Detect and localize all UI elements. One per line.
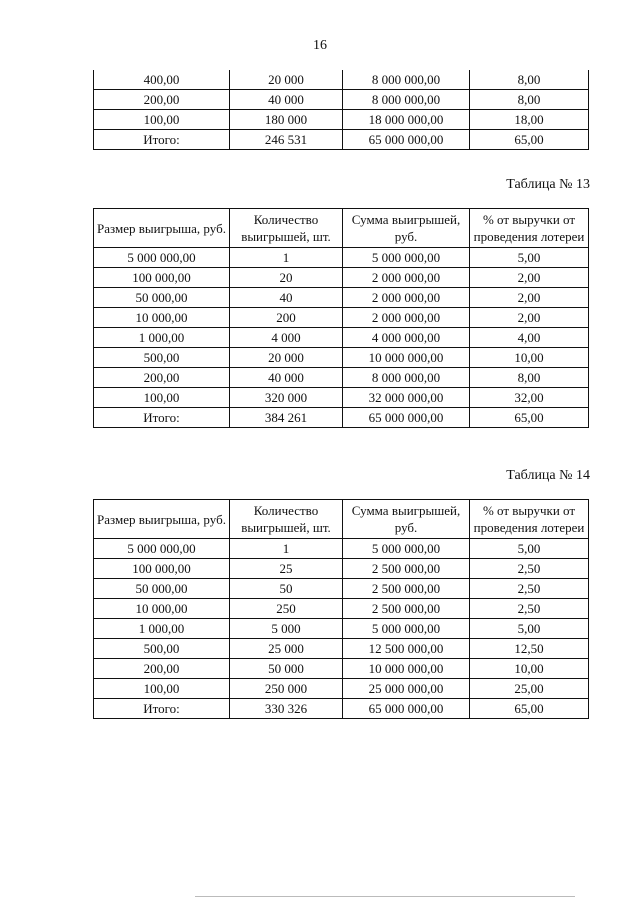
table-cell: 50 000 (230, 659, 343, 679)
table-cell: 5 000 000,00 (343, 539, 470, 559)
table-cell: 200,00 (94, 659, 230, 679)
table-cell: 10,00 (470, 659, 589, 679)
table-cell: 2,00 (470, 308, 589, 328)
header-prize-sum: Сумма выигрышей, руб. (343, 500, 470, 539)
table-cell: 2,50 (470, 559, 589, 579)
table-cell: 65 000 000,00 (343, 130, 470, 150)
table-row (94, 599, 589, 619)
header-revenue-percent: % от выручки от проведения лотереи (470, 500, 589, 539)
table-cell: 500,00 (94, 639, 230, 659)
table-row (94, 268, 589, 288)
table-cell: 65,00 (470, 130, 589, 150)
table-cell: 1 (230, 539, 343, 559)
table-cell: 18,00 (470, 110, 589, 130)
table-cell: 8,00 (470, 368, 589, 388)
table-cell: 25 000 000,00 (343, 679, 470, 699)
table-row (94, 348, 589, 368)
table-cell: 50 (230, 579, 343, 599)
table-cell: 500,00 (94, 348, 230, 368)
header-prize-count: Количество выигрышей, шт. (230, 500, 343, 539)
table-cell: 4 000 (230, 328, 343, 348)
table-cell: 40 000 (230, 368, 343, 388)
table-cell: 2 000 000,00 (343, 288, 470, 308)
table-cell: 65,00 (470, 408, 589, 428)
table-row (94, 328, 589, 348)
table-cell: 400,00 (94, 70, 230, 90)
continuation-table (93, 70, 589, 150)
table-cell: 5 000 000,00 (343, 619, 470, 639)
table-cell: 2 000 000,00 (343, 308, 470, 328)
table-cell: 8 000 000,00 (343, 90, 470, 110)
table-cell: 180 000 (230, 110, 343, 130)
table-cell: 100,00 (94, 679, 230, 699)
table-cell: 200,00 (94, 368, 230, 388)
table-cell: 100,00 (94, 388, 230, 408)
page-number: 16 (313, 38, 327, 53)
table-cell: 50 000,00 (94, 579, 230, 599)
table-cell: 20 000 (230, 70, 343, 90)
table-cell: 25 000 (230, 639, 343, 659)
table-cell: 5 000 000,00 (343, 248, 470, 268)
table-cell: 8,00 (470, 70, 589, 90)
table-cell: Итого: (94, 408, 230, 428)
table-header-row (94, 500, 589, 539)
table-cell: 5 000 (230, 619, 343, 639)
table-header-row (94, 209, 589, 248)
table-cell: 65 000 000,00 (343, 408, 470, 428)
table-cell: 40 (230, 288, 343, 308)
table-cell: 20 (230, 268, 343, 288)
table-cell: 100 000,00 (94, 268, 230, 288)
table-cell: 1 (230, 248, 343, 268)
table-cell: 25,00 (470, 679, 589, 699)
table-cell: 5,00 (470, 619, 589, 639)
table-cell: 5,00 (470, 248, 589, 268)
table-cell: 5,00 (470, 539, 589, 559)
table-cell: 65 000 000,00 (343, 699, 470, 719)
table-row (94, 248, 589, 268)
table-cell: 32 000 000,00 (343, 388, 470, 408)
table-cell: 2,00 (470, 268, 589, 288)
table-cell: 2,00 (470, 288, 589, 308)
table-row (94, 388, 589, 408)
table-total-row (94, 130, 589, 150)
table-row (94, 539, 589, 559)
header-prize-sum: Сумма выигрышей, руб. (343, 209, 470, 248)
table-cell: 2 000 000,00 (343, 268, 470, 288)
table-cell: Итого: (94, 699, 230, 719)
table-cell: 246 531 (230, 130, 343, 150)
table-cell: 4,00 (470, 328, 589, 348)
header-prize-count: Количество выигрышей, шт. (230, 209, 343, 248)
table-row (94, 679, 589, 699)
table-cell: 384 261 (230, 408, 343, 428)
table-cell: 8 000 000,00 (343, 70, 470, 90)
table-row (94, 619, 589, 639)
bottom-divider (195, 896, 575, 897)
table-row (94, 639, 589, 659)
table-cell: 5 000 000,00 (94, 248, 230, 268)
table-cell: 1 000,00 (94, 328, 230, 348)
table-cell: Итого: (94, 130, 230, 150)
table-row (94, 110, 589, 130)
table-13-caption: Таблица № 13 (506, 177, 590, 192)
table-row (94, 368, 589, 388)
table-14 (93, 499, 589, 719)
table-cell: 40 000 (230, 90, 343, 110)
table-cell: 10,00 (470, 348, 589, 368)
table-13 (93, 208, 589, 428)
table-cell: 32,00 (470, 388, 589, 408)
table-cell: 2 500 000,00 (343, 559, 470, 579)
table-cell: 250 (230, 599, 343, 619)
table-cell: 18 000 000,00 (343, 110, 470, 130)
table-cell: 330 326 (230, 699, 343, 719)
table-row (94, 659, 589, 679)
table-total-row (94, 699, 589, 719)
table-cell: 12 500 000,00 (343, 639, 470, 659)
table-cell: 8,00 (470, 90, 589, 110)
header-prize-size: Размер выигрыша, руб. (94, 209, 230, 248)
table-cell: 200 (230, 308, 343, 328)
table-cell: 12,50 (470, 639, 589, 659)
table-row (94, 579, 589, 599)
table-cell: 100,00 (94, 110, 230, 130)
table-cell: 25 (230, 559, 343, 579)
table-cell: 2 500 000,00 (343, 599, 470, 619)
table-cell: 320 000 (230, 388, 343, 408)
table-cell: 100 000,00 (94, 559, 230, 579)
table-cell: 250 000 (230, 679, 343, 699)
table-cell: 2,50 (470, 599, 589, 619)
table-row (94, 90, 589, 110)
table-cell: 2,50 (470, 579, 589, 599)
table-cell: 65,00 (470, 699, 589, 719)
table-row (94, 70, 589, 90)
table-cell: 10 000 000,00 (343, 659, 470, 679)
table-cell: 10 000 000,00 (343, 348, 470, 368)
table-row (94, 288, 589, 308)
table-total-row (94, 408, 589, 428)
table-row (94, 308, 589, 328)
table-cell: 5 000 000,00 (94, 539, 230, 559)
table-cell: 8 000 000,00 (343, 368, 470, 388)
table-cell: 50 000,00 (94, 288, 230, 308)
header-prize-size: Размер выигрыша, руб. (94, 500, 230, 539)
table-cell: 10 000,00 (94, 599, 230, 619)
table-14-caption: Таблица № 14 (506, 468, 590, 483)
header-revenue-percent: % от выручки от проведения лотереи (470, 209, 589, 248)
table-cell: 10 000,00 (94, 308, 230, 328)
table-cell: 200,00 (94, 90, 230, 110)
table-row (94, 559, 589, 579)
table-cell: 4 000 000,00 (343, 328, 470, 348)
table-cell: 2 500 000,00 (343, 579, 470, 599)
table-cell: 1 000,00 (94, 619, 230, 639)
table-cell: 20 000 (230, 348, 343, 368)
